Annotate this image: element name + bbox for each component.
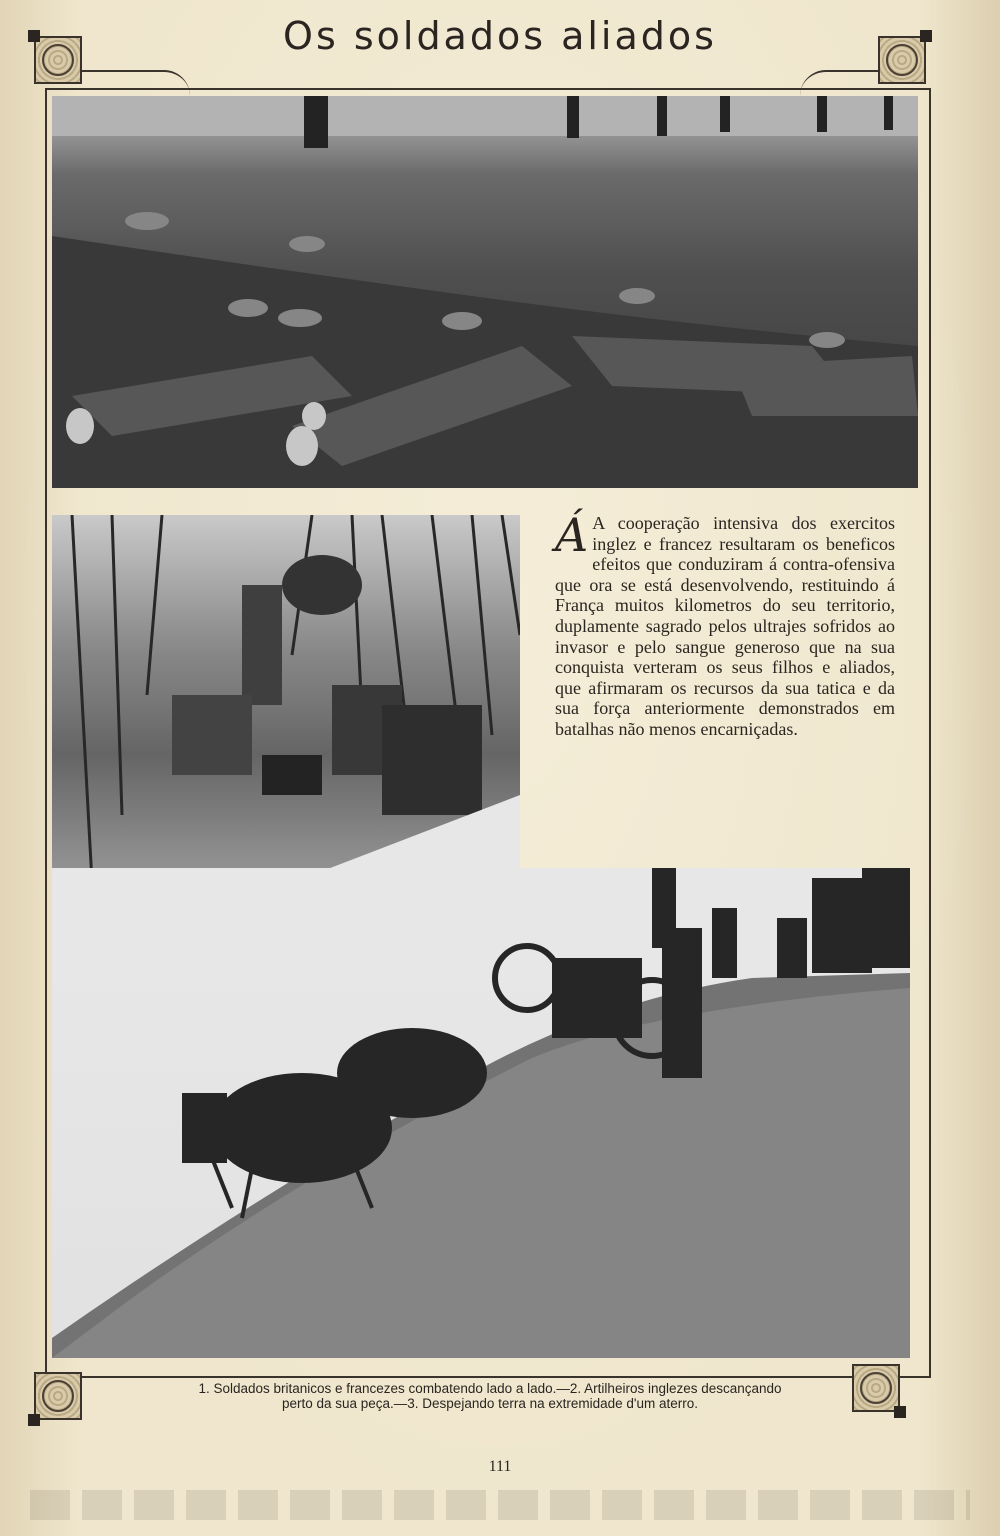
ornament-corner-top-left xyxy=(34,36,82,84)
bleed-through-text xyxy=(30,1490,970,1520)
page-title: Os soldados aliados xyxy=(283,14,717,58)
ornament-corner-bottom-left xyxy=(34,1372,82,1420)
caption-line-1: 1. Soldados britanicos e francezes combatendo lado a lado.—2. Artilheiros inglezes descançando xyxy=(198,1381,782,1396)
photo-artillerymen-resting xyxy=(52,515,520,882)
drop-cap: Á xyxy=(555,508,589,562)
photo-soldiers-combat xyxy=(52,96,918,488)
photo-mules-embankment xyxy=(52,868,910,1358)
article-body: A cooperação intensiva dos exercitos inglez e francez resultaram os beneficos efeitos que conduziram á contra-ofensiva que ora se está desenvolvendo, restituindo á França muitos kilometros do seu territorio, duplamente sagrado pelos ultrajes sofridos ao invasor e pelo sangue generoso que na sua conquista verteram os seus filhos e aliados, que afirmaram os recursos da sua tatica e da sua força anteriormente demonstrados em batalhas não menos encarniçadas. xyxy=(555,513,895,739)
caption-line-2: perto da sua peça.—3. Despejando terra na extremidade d'um aterro. xyxy=(281,1396,699,1411)
page-number: 111 xyxy=(488,1458,512,1475)
photo-caption xyxy=(100,1381,880,1411)
ornament-corner-top-right xyxy=(878,36,926,84)
article-text xyxy=(555,508,895,740)
